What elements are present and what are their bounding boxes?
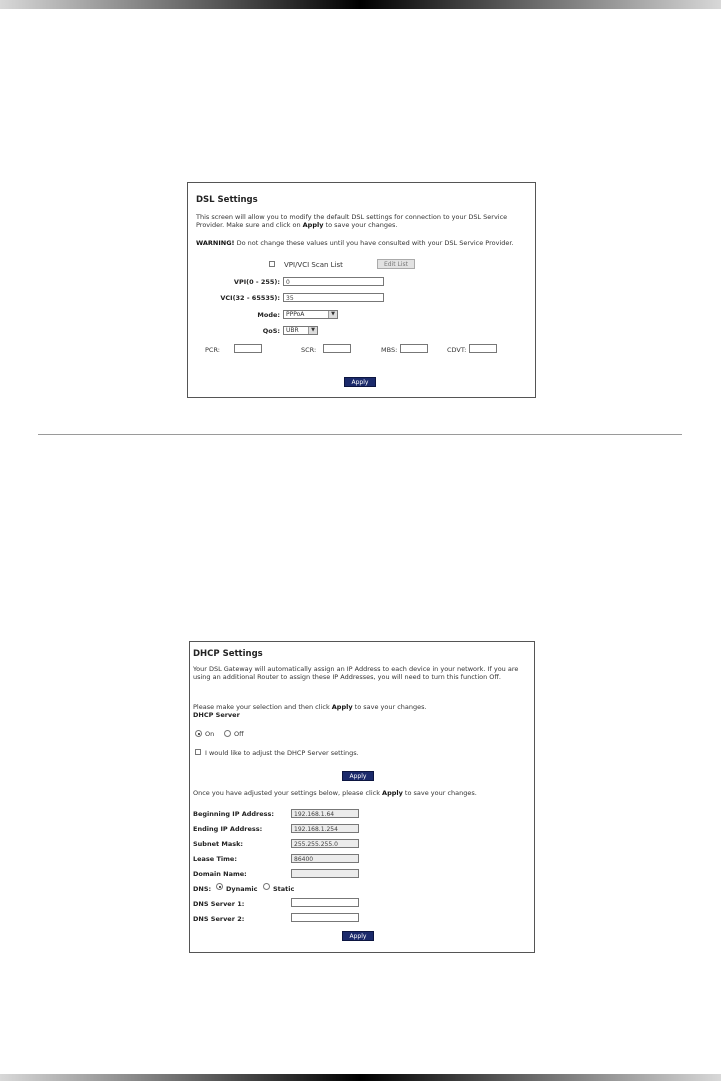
vci-label: VCI(32 - 65535): bbox=[220, 294, 280, 302]
vci-input[interactable]: 35 bbox=[283, 293, 384, 302]
dns-server-2-input[interactable] bbox=[291, 913, 359, 922]
qos-select[interactable]: UBR ▼ bbox=[283, 326, 318, 335]
lease-time-input[interactable]: 86400 bbox=[291, 854, 359, 863]
dsl-apply-button[interactable]: Apply bbox=[344, 377, 376, 387]
section-divider bbox=[38, 434, 682, 435]
scr-label: SCR: bbox=[301, 346, 317, 354]
pcr-label: PCR: bbox=[205, 346, 220, 354]
dns-static-label: Static bbox=[273, 885, 295, 893]
dhcp-apply-button-bottom[interactable]: Apply bbox=[342, 931, 374, 941]
dhcp-settings-panel bbox=[189, 641, 535, 953]
domain-name-input[interactable] bbox=[291, 869, 359, 878]
dhcp-off-radio[interactable] bbox=[224, 730, 231, 737]
edit-list-button[interactable]: Edit List bbox=[377, 259, 415, 269]
mbs-input[interactable] bbox=[400, 344, 428, 353]
dhcp-off-label: Off bbox=[234, 730, 244, 738]
ending-ip-input[interactable]: 192.168.1.254 bbox=[291, 824, 359, 833]
scr-input[interactable] bbox=[323, 344, 351, 353]
pcr-input[interactable] bbox=[234, 344, 262, 353]
dhcp-server-label: DHCP Server bbox=[193, 711, 240, 719]
top-gradient-bar bbox=[0, 0, 721, 9]
dhcp-on-label: On bbox=[205, 730, 215, 738]
dhcp-intro-text: Your DSL Gateway will automatically assign an IP Address to each device in your network. If you are using an additional Router to assign these IP Addresses, you will need to turn this function Off. bbox=[193, 665, 519, 681]
dsl-settings-panel bbox=[187, 182, 536, 398]
dns-server-1-input[interactable] bbox=[291, 898, 359, 907]
subnet-mask-label: Subnet Mask: bbox=[193, 840, 244, 848]
dns-dynamic-radio[interactable] bbox=[216, 883, 223, 890]
dns-dynamic-label: Dynamic bbox=[226, 885, 258, 893]
dns-server-2-label: DNS Server 2: bbox=[193, 915, 245, 923]
ending-ip-label: Ending IP Address: bbox=[193, 825, 263, 833]
dns-label: DNS: bbox=[193, 885, 212, 893]
adjust-dhcp-label: I would like to adjust the DHCP Server settings. bbox=[205, 749, 359, 757]
beginning-ip-label: Beginning IP Address: bbox=[193, 810, 275, 818]
mbs-label: MBS: bbox=[381, 346, 398, 354]
scan-list-checkbox[interactable] bbox=[269, 261, 275, 267]
dhcp-settings-title: DHCP Settings bbox=[193, 649, 263, 659]
subnet-mask-input[interactable]: 255.255.255.0 bbox=[291, 839, 359, 848]
dns-server-1-label: DNS Server 1: bbox=[193, 900, 245, 908]
scan-list-label: VPI/VCI Scan List bbox=[284, 261, 343, 269]
dns-static-radio[interactable] bbox=[263, 883, 270, 890]
dsl-warning-text: WARNING! Do not change these values until you have consulted with your DSL Service Provider. bbox=[196, 239, 514, 247]
bottom-gradient-bar bbox=[0, 1074, 721, 1081]
dhcp-select-text: Please make your selection and then click Apply to save your changes. bbox=[193, 703, 427, 711]
dhcp-on-radio[interactable] bbox=[195, 730, 202, 737]
beginning-ip-input[interactable]: 192.168.1.64 bbox=[291, 809, 359, 818]
chevron-down-icon: ▼ bbox=[328, 311, 337, 318]
lease-time-label: Lease Time: bbox=[193, 855, 237, 863]
dhcp-apply-button-top[interactable]: Apply bbox=[342, 771, 374, 781]
adjust-dhcp-checkbox[interactable] bbox=[195, 749, 201, 755]
domain-name-label: Domain Name: bbox=[193, 870, 247, 878]
dhcp-once-text: Once you have adjusted your settings below, please click Apply to save your changes. bbox=[193, 789, 477, 797]
cdvt-label: CDVT: bbox=[447, 346, 467, 354]
vpi-label: VPI(0 - 255): bbox=[233, 278, 280, 286]
vpi-input[interactable]: 0 bbox=[283, 277, 384, 286]
mode-label: Mode: bbox=[257, 311, 280, 319]
dsl-intro-text: This screen will allow you to modify the default DSL settings for connection to your DSL Service Provider. Make sure and click on Apply to save your changes. bbox=[196, 213, 508, 229]
chevron-down-icon: ▼ bbox=[308, 327, 317, 334]
dsl-settings-title: DSL Settings bbox=[196, 195, 258, 205]
cdvt-input[interactable] bbox=[469, 344, 497, 353]
mode-select[interactable]: PPPoA ▼ bbox=[283, 310, 338, 319]
qos-label: QoS: bbox=[262, 327, 280, 335]
